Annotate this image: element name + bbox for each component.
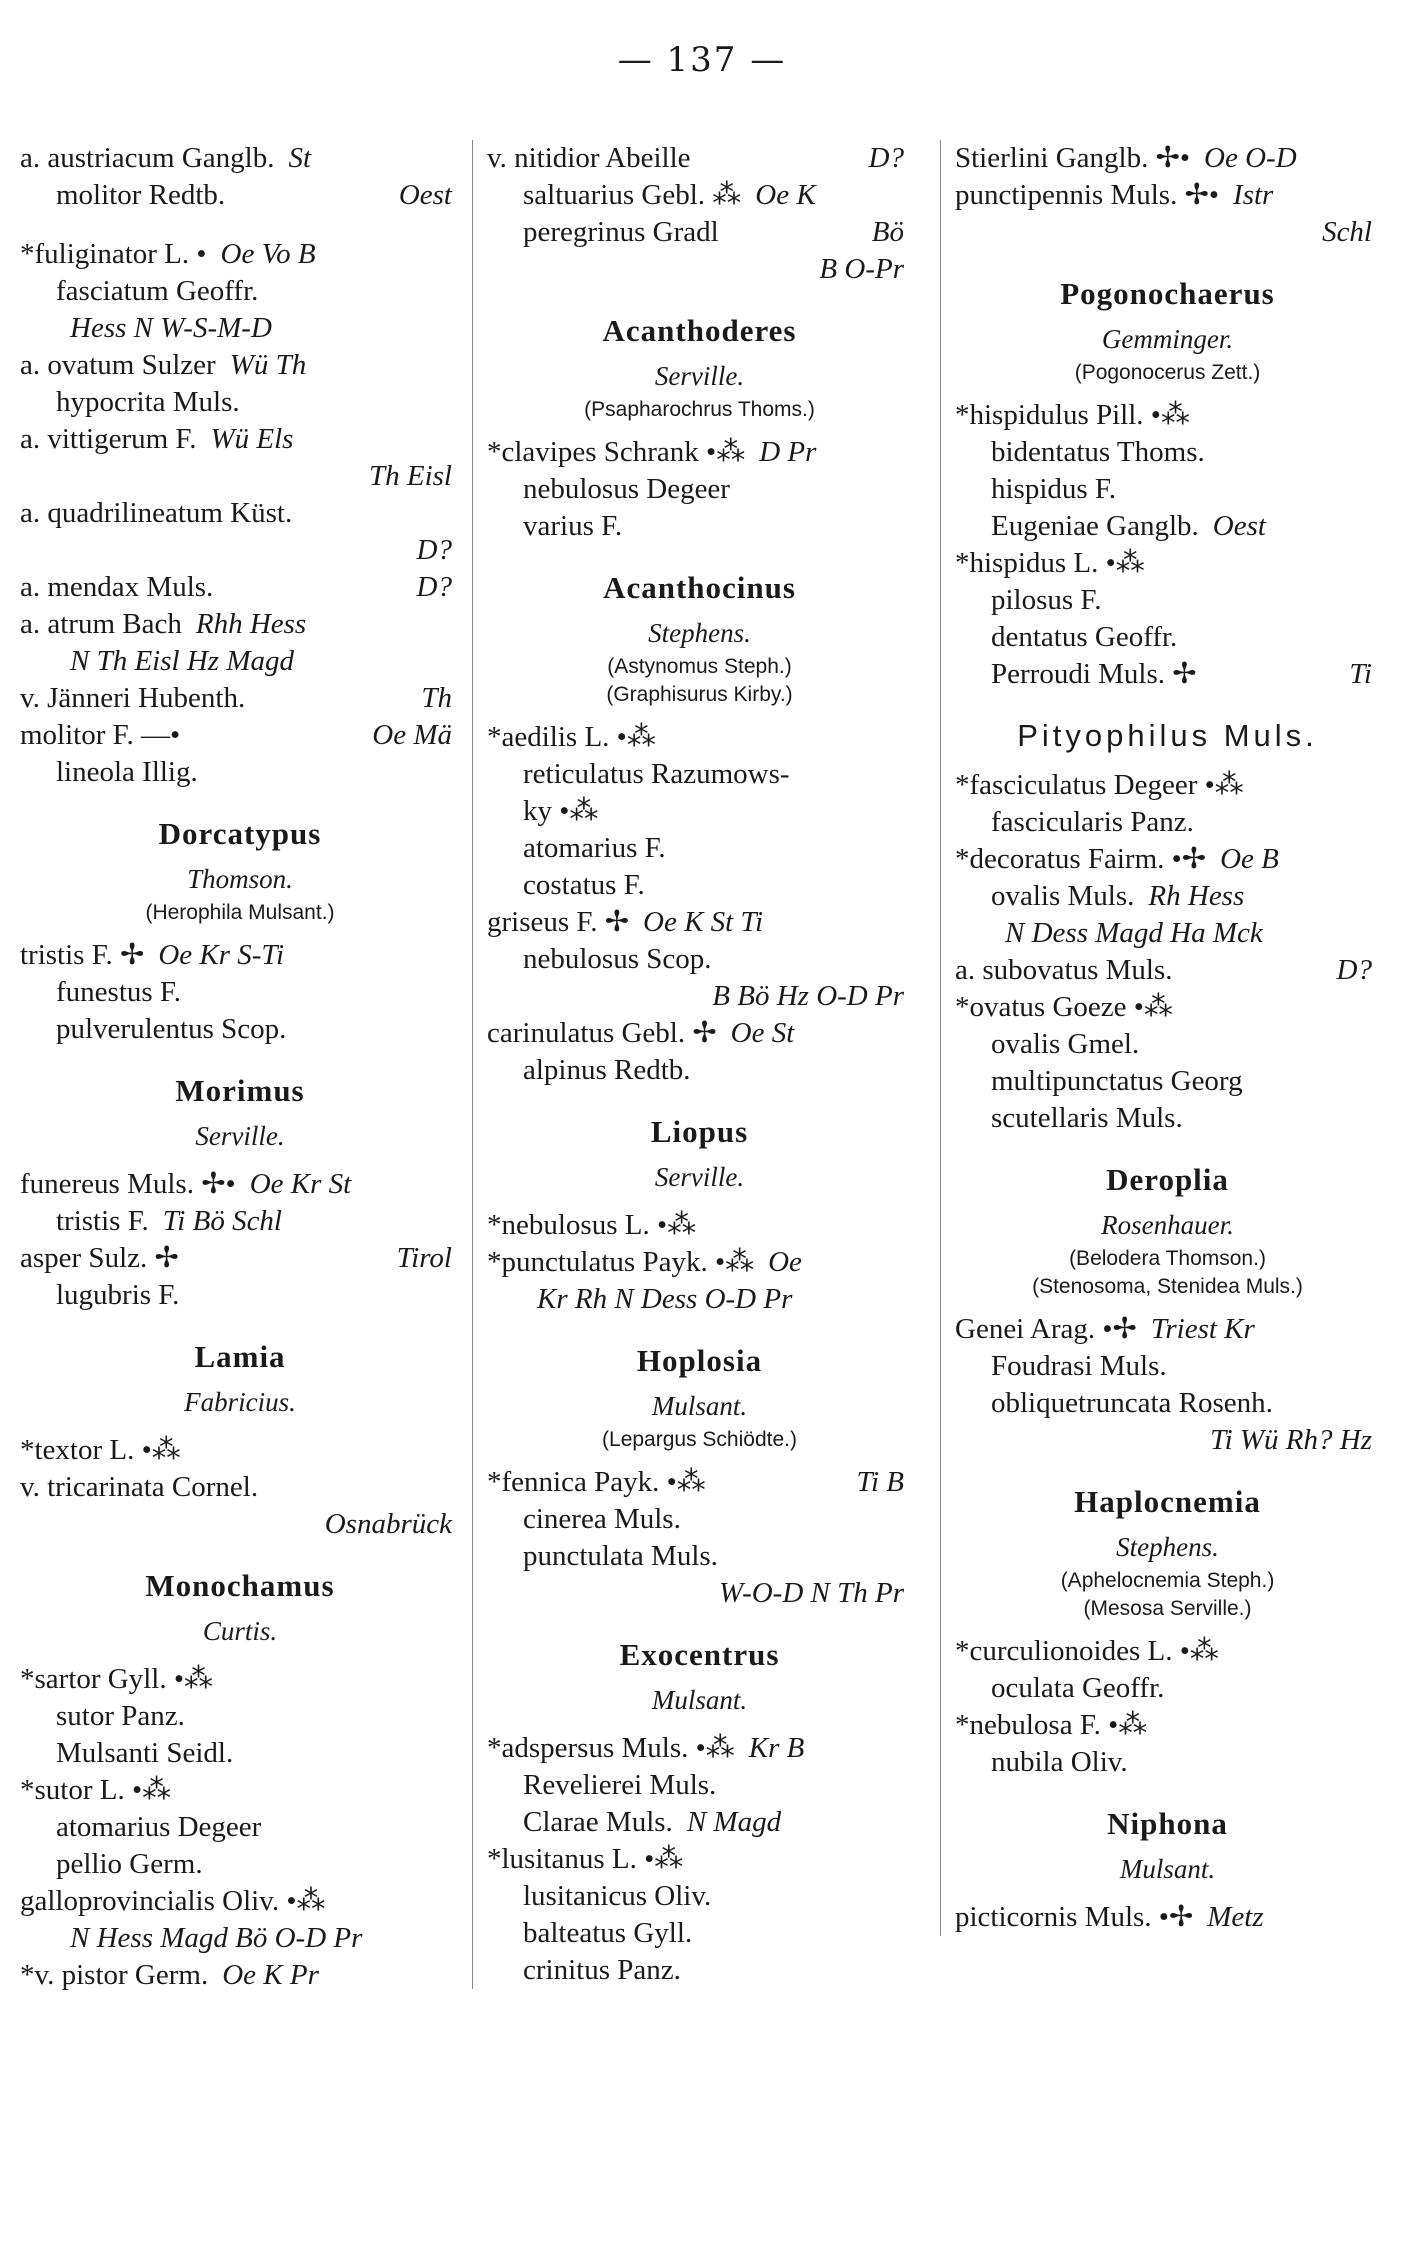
species-entry bbox=[20, 717, 460, 754]
species-name: Mulsanti Seidl. bbox=[56, 1737, 234, 1769]
species-entry bbox=[487, 251, 912, 288]
distribution: Ti Wü Rh? Hz bbox=[1210, 1424, 1372, 1456]
species-name: ovalis Gmel. bbox=[991, 1028, 1140, 1060]
species-entry bbox=[20, 974, 460, 1011]
species-entry bbox=[487, 1538, 912, 1575]
column-left bbox=[20, 140, 460, 1994]
distribution: Wü Els bbox=[210, 423, 294, 455]
species-entry bbox=[487, 434, 912, 471]
genus-author: Gemminger. bbox=[1101, 324, 1234, 354]
species-name: *ovatus Goeze •⁂ bbox=[955, 991, 1173, 1023]
species-entry bbox=[955, 619, 1380, 656]
genus-synonym: (Astynomus Steph.) bbox=[607, 655, 792, 678]
species-entry bbox=[487, 1878, 912, 1915]
genus-author: Mulsant. bbox=[651, 1685, 748, 1715]
genus-title: Acanthocinus bbox=[603, 570, 796, 605]
distribution: Oe K bbox=[755, 179, 816, 211]
species-entry bbox=[20, 1661, 460, 1698]
species-name: Eugeniae Ganglb. bbox=[991, 510, 1199, 542]
species-entry bbox=[20, 754, 460, 791]
species-entry bbox=[487, 1281, 912, 1318]
species-entry bbox=[20, 458, 460, 495]
species-entry bbox=[955, 1063, 1380, 1100]
species-name: nebulosus Degeer bbox=[523, 473, 730, 505]
species-entry bbox=[487, 1804, 912, 1841]
genus-author: Stephens. bbox=[1116, 1532, 1219, 1562]
distribution: Oe K Pr bbox=[222, 1959, 319, 1991]
species-name: pulverulentus Scop. bbox=[56, 1013, 287, 1045]
species-name: saltuarius Gebl. ⁂ bbox=[523, 179, 742, 211]
species-name: carinulatus Gebl. ✢ bbox=[487, 1017, 717, 1049]
distribution: Oe St bbox=[730, 1017, 795, 1049]
genus-block bbox=[487, 310, 912, 434]
distribution: D Pr bbox=[759, 436, 817, 468]
genus-title: Pityophilus Muls. bbox=[1017, 718, 1318, 753]
species-name: pellio Germ. bbox=[56, 1848, 203, 1880]
species-name: galloprovincialis Oliv. •⁂ bbox=[20, 1885, 326, 1917]
genus-title: Hoplosia bbox=[636, 1343, 763, 1378]
species-entry bbox=[487, 1841, 912, 1878]
distribution: St bbox=[288, 142, 312, 174]
species-entry bbox=[20, 1809, 460, 1846]
distribution: Wü Th bbox=[229, 349, 307, 381]
species-entry bbox=[20, 384, 460, 421]
genus-block bbox=[955, 1481, 1380, 1633]
species-entry bbox=[20, 273, 460, 310]
genus-title: Monochamus bbox=[145, 1568, 335, 1603]
genus-synonym: (Graphisurus Kirby.) bbox=[606, 683, 793, 706]
species-name: *nebulosa F. •⁂ bbox=[955, 1709, 1148, 1741]
species-name: v. tricarinata Cornel. bbox=[20, 1471, 259, 1503]
species-entry bbox=[20, 236, 460, 273]
species-name: *fennica Payk. •⁂ bbox=[487, 1466, 706, 1498]
species-name: atomarius Degeer bbox=[56, 1811, 262, 1843]
distribution: Triest Kr bbox=[1150, 1313, 1255, 1345]
species-entry bbox=[20, 606, 460, 643]
genus-author: Stephens. bbox=[648, 618, 751, 648]
species-entry bbox=[955, 582, 1380, 619]
species-name: Revelierei Muls. bbox=[523, 1769, 717, 1801]
distribution: N Hess Magd Bö O-D Pr bbox=[70, 1922, 363, 1954]
species-entry bbox=[20, 1772, 460, 1809]
species-entry bbox=[487, 508, 912, 545]
distribution: Oe bbox=[768, 1246, 802, 1278]
genus-author: Serville. bbox=[195, 1121, 285, 1151]
species-entry bbox=[20, 421, 460, 458]
distribution: B O-Pr bbox=[819, 253, 904, 285]
page-number: — 137 — bbox=[617, 40, 787, 80]
species-entry bbox=[955, 1633, 1380, 1670]
species-name: Foudrasi Muls. bbox=[991, 1350, 1167, 1382]
distribution: Ti bbox=[1349, 658, 1372, 690]
genus-title: Dorcatypus bbox=[158, 816, 322, 851]
distribution: Oe K St Ti bbox=[643, 906, 764, 938]
genus-title: Acanthoderes bbox=[602, 313, 797, 348]
species-entry bbox=[955, 841, 1380, 878]
distribution: W-O-D N Th Pr bbox=[718, 1577, 904, 1609]
species-entry bbox=[955, 1744, 1380, 1781]
distribution: Oe Kr St bbox=[249, 1168, 352, 1200]
spacer bbox=[20, 214, 460, 236]
species-name: hypocrita Muls. bbox=[56, 386, 240, 418]
species-entry bbox=[487, 793, 912, 830]
species-entry bbox=[20, 177, 460, 214]
species-entry bbox=[955, 545, 1380, 582]
species-entry bbox=[487, 904, 912, 941]
species-name: obliquetruncata Rosenh. bbox=[991, 1387, 1273, 1419]
genus-synonym: (Herophila Mulsant.) bbox=[145, 901, 335, 924]
species-entry bbox=[955, 767, 1380, 804]
species-name: *hispidus L. •⁂ bbox=[955, 547, 1145, 579]
distribution: Schl bbox=[1322, 216, 1372, 248]
distribution: Ti Bö Schl bbox=[162, 1205, 282, 1237]
distribution: Oe Mä bbox=[372, 719, 452, 751]
species-name: pilosus F. bbox=[991, 584, 1102, 616]
species-name: Perroudi Muls. ✢ bbox=[991, 658, 1197, 690]
species-name: *sartor Gyll. •⁂ bbox=[20, 1663, 213, 1695]
species-entry bbox=[487, 1244, 912, 1281]
species-entry bbox=[20, 1432, 460, 1469]
species-entry bbox=[20, 310, 460, 347]
species-name: punctulata Muls. bbox=[523, 1540, 718, 1572]
species-name: nebulosus Scop. bbox=[523, 943, 712, 975]
genus-synonym: (Belodera Thomson.) bbox=[1069, 1247, 1266, 1270]
genus-block bbox=[487, 1111, 912, 1207]
species-entry bbox=[487, 1952, 912, 1989]
distribution: D? bbox=[416, 571, 452, 603]
species-name: atomarius F. bbox=[523, 832, 666, 864]
species-entry bbox=[487, 177, 912, 214]
species-name: *adspersus Muls. •⁂ bbox=[487, 1732, 735, 1764]
genus-block bbox=[20, 1565, 460, 1661]
distribution: D? bbox=[1336, 954, 1372, 986]
species-entry bbox=[487, 214, 912, 251]
species-entry bbox=[20, 1203, 460, 1240]
species-entry bbox=[20, 1011, 460, 1048]
species-entry bbox=[487, 1015, 912, 1052]
genus-block bbox=[20, 1336, 460, 1432]
species-name: *curculionoides L. •⁂ bbox=[955, 1635, 1219, 1667]
species-entry bbox=[20, 1846, 460, 1883]
genus-author: Fabricius. bbox=[184, 1387, 296, 1417]
species-name: fasciatum Geoffr. bbox=[56, 275, 259, 307]
species-entry bbox=[487, 471, 912, 508]
distribution: B Bö Hz O-D Pr bbox=[712, 980, 904, 1012]
species-name: Clarae Muls. bbox=[523, 1806, 673, 1838]
genus-synonym: (Mesosa Serville.) bbox=[1083, 1597, 1252, 1620]
species-entry bbox=[487, 1730, 912, 1767]
species-name: griseus F. ✢ bbox=[487, 906, 630, 938]
species-entry bbox=[20, 1698, 460, 1735]
genus-block bbox=[955, 715, 1380, 767]
distribution: Oe Kr S-Ti bbox=[158, 939, 284, 971]
genus-title: Niphona bbox=[1107, 1806, 1228, 1841]
species-entry bbox=[955, 915, 1380, 952]
species-entry bbox=[20, 495, 460, 532]
distribution: Hess N W-S-M-D bbox=[70, 312, 272, 344]
species-entry bbox=[955, 214, 1380, 251]
species-name: *decoratus Fairm. •✢ bbox=[955, 843, 1207, 875]
species-entry bbox=[20, 937, 460, 974]
distribution: Oest bbox=[398, 179, 452, 211]
species-name: *clavipes Schrank •⁂ bbox=[487, 436, 746, 468]
species-name: *v. pistor Germ. bbox=[20, 1959, 209, 1991]
species-entry bbox=[955, 1707, 1380, 1744]
species-name: multipunctatus Georg bbox=[991, 1065, 1243, 1097]
genus-block bbox=[487, 1634, 912, 1730]
species-entry bbox=[20, 1277, 460, 1314]
species-entry bbox=[20, 1469, 460, 1506]
species-name: a. austriacum Ganglb. bbox=[20, 142, 275, 174]
species-name: lugubris F. bbox=[56, 1279, 180, 1311]
species-entry bbox=[20, 347, 460, 384]
distribution: Oe O-D bbox=[1204, 142, 1297, 174]
genus-title: Pogonochaerus bbox=[1060, 276, 1275, 311]
species-entry bbox=[955, 1385, 1380, 1422]
species-name: a. quadrilineatum Küst. bbox=[20, 497, 293, 529]
species-entry bbox=[20, 569, 460, 606]
genus-title: Morimus bbox=[175, 1073, 305, 1108]
species-name: lusitanicus Oliv. bbox=[523, 1880, 712, 1912]
distribution: Rhh Hess bbox=[195, 608, 307, 640]
distribution: Rh Hess bbox=[1148, 880, 1245, 912]
species-entry bbox=[955, 508, 1380, 545]
genus-author: Rosenhauer. bbox=[1101, 1210, 1234, 1240]
species-entry bbox=[20, 140, 460, 177]
distribution: Bö bbox=[871, 216, 904, 248]
species-name: ky •⁂ bbox=[523, 795, 599, 827]
genus-author: Curtis. bbox=[202, 1616, 278, 1646]
species-entry bbox=[955, 878, 1380, 915]
genus-title: Exocentrus bbox=[619, 1637, 780, 1672]
species-name: a. subovatus Muls. bbox=[955, 954, 1173, 986]
species-name: tristis F. bbox=[56, 1205, 149, 1237]
species-name: scutellaris Muls. bbox=[991, 1102, 1183, 1134]
species-entry bbox=[20, 1920, 460, 1957]
genus-title: Liopus bbox=[650, 1114, 749, 1149]
species-name: cinerea Muls. bbox=[523, 1503, 681, 1535]
species-entry bbox=[955, 952, 1380, 989]
species-name: v. nitidior Abeille bbox=[487, 142, 691, 174]
species-entry bbox=[955, 1100, 1380, 1137]
distribution: N Dess Magd Ha Mck bbox=[1005, 917, 1263, 949]
species-entry bbox=[20, 1506, 460, 1543]
species-entry bbox=[487, 1501, 912, 1538]
distribution: N Magd bbox=[686, 1806, 782, 1838]
distribution: Kr B bbox=[748, 1732, 805, 1764]
species-entry bbox=[487, 1464, 912, 1501]
species-name: *sutor L. •⁂ bbox=[20, 1774, 172, 1806]
genus-author: Mulsant. bbox=[1119, 1854, 1216, 1884]
genus-synonym: (Stenosoma, Stenidea Muls.) bbox=[1032, 1275, 1303, 1298]
species-entry bbox=[487, 1767, 912, 1804]
species-name: *nebulosus L. •⁂ bbox=[487, 1209, 697, 1241]
distribution: Ti B bbox=[856, 1466, 904, 1498]
species-entry bbox=[487, 1207, 912, 1244]
species-name: asper Sulz. ✢ bbox=[20, 1242, 179, 1274]
species-entry bbox=[487, 867, 912, 904]
distribution: Oe Vo B bbox=[220, 238, 316, 270]
genus-synonym: (Pogonocerus Zett.) bbox=[1074, 361, 1261, 384]
species-name: *hispidulus Pill. •⁂ bbox=[955, 399, 1190, 431]
species-name: fascicularis Panz. bbox=[991, 806, 1194, 838]
species-name: a. mendax Muls. bbox=[20, 571, 214, 603]
species-entry bbox=[487, 140, 912, 177]
genus-title: Haplocnemia bbox=[1074, 1484, 1261, 1519]
species-entry bbox=[955, 1422, 1380, 1459]
distribution: Istr bbox=[1233, 179, 1274, 211]
species-entry bbox=[20, 1735, 460, 1772]
species-entry bbox=[955, 397, 1380, 434]
genus-author: Thomson. bbox=[187, 864, 293, 894]
species-entry bbox=[20, 680, 460, 717]
species-entry bbox=[487, 1052, 912, 1089]
genus-block bbox=[20, 813, 460, 937]
distribution: Osnabrück bbox=[324, 1508, 452, 1540]
species-name: lineola Illig. bbox=[56, 756, 198, 788]
genus-author: Serville. bbox=[654, 1162, 745, 1192]
distribution: N Th Eisl Hz Magd bbox=[70, 645, 294, 677]
genus-synonym: (Psapharochrus Thoms.) bbox=[584, 398, 815, 421]
species-entry bbox=[955, 804, 1380, 841]
species-name: *aedilis L. •⁂ bbox=[487, 721, 656, 753]
genus-author: Serville. bbox=[654, 361, 745, 391]
species-name: ovalis Muls. bbox=[991, 880, 1135, 912]
distribution: Tirol bbox=[396, 1242, 452, 1274]
species-name: molitor F. —• bbox=[20, 719, 181, 751]
species-entry bbox=[487, 941, 912, 978]
species-name: *lusitanus L. •⁂ bbox=[487, 1843, 684, 1875]
species-entry bbox=[955, 989, 1380, 1026]
species-name: hispidus F. bbox=[991, 473, 1116, 505]
species-entry bbox=[20, 1957, 460, 1994]
species-entry bbox=[487, 719, 912, 756]
species-name: sutor Panz. bbox=[56, 1700, 185, 1732]
species-name: balteatus Gyll. bbox=[523, 1917, 693, 1949]
distribution: Th Eisl bbox=[369, 460, 452, 492]
distribution: Th bbox=[421, 682, 452, 714]
species-name: bidentatus Thoms. bbox=[991, 436, 1205, 468]
species-name: alpinus Redtb. bbox=[523, 1054, 691, 1086]
species-entry bbox=[955, 1899, 1380, 1936]
species-entry bbox=[955, 140, 1380, 177]
column-middle bbox=[472, 140, 912, 1989]
genus-block bbox=[487, 567, 912, 719]
species-name: varius F. bbox=[523, 510, 623, 542]
genus-block bbox=[487, 1340, 912, 1464]
species-entry bbox=[20, 1883, 460, 1920]
distribution: D? bbox=[868, 142, 904, 174]
species-name: peregrinus Gradl bbox=[523, 216, 719, 248]
species-entry bbox=[955, 1311, 1380, 1348]
genus-synonym: (Aphelocnemia Steph.) bbox=[1060, 1569, 1275, 1592]
species-name: Genei Arag. •✢ bbox=[955, 1313, 1137, 1345]
genus-block bbox=[20, 1070, 460, 1166]
species-entry bbox=[487, 1575, 912, 1612]
species-entry bbox=[20, 643, 460, 680]
species-name: *punctulatus Payk. •⁂ bbox=[487, 1246, 755, 1278]
species-name: tristis F. ✢ bbox=[20, 939, 145, 971]
species-name: funereus Muls. ✢• bbox=[20, 1168, 236, 1200]
genus-title: Lamia bbox=[194, 1339, 286, 1374]
species-entry bbox=[487, 756, 912, 793]
species-entry bbox=[487, 830, 912, 867]
genus-block bbox=[955, 1159, 1380, 1311]
species-entry bbox=[955, 1670, 1380, 1707]
species-name: costatus F. bbox=[523, 869, 645, 901]
species-entry bbox=[20, 532, 460, 569]
species-name: funestus F. bbox=[56, 976, 181, 1008]
distribution: Kr Rh N Dess O-D Pr bbox=[537, 1283, 793, 1315]
genus-synonym: (Lepargus Schiödte.) bbox=[602, 1428, 797, 1451]
species-name: crinitus Panz. bbox=[523, 1954, 681, 1986]
species-entry bbox=[955, 434, 1380, 471]
species-name: v. Jänneri Hubenth. bbox=[20, 682, 246, 714]
species-name: Stierlini Ganglb. ✢• bbox=[955, 142, 1191, 174]
genus-author: Mulsant. bbox=[651, 1391, 748, 1421]
species-name: *textor L. •⁂ bbox=[20, 1434, 181, 1466]
species-name: a. ovatum Sulzer bbox=[20, 349, 216, 381]
species-entry bbox=[955, 656, 1380, 693]
species-entry bbox=[955, 1026, 1380, 1063]
species-name: *fuliginator L. • bbox=[20, 238, 207, 270]
species-entry bbox=[955, 471, 1380, 508]
genus-block bbox=[955, 1803, 1380, 1899]
species-name: reticulatus Razumows- bbox=[523, 758, 790, 790]
species-name: molitor Redtb. bbox=[56, 179, 226, 211]
distribution: Oe B bbox=[1220, 843, 1279, 875]
species-name: *fasciculatus Degeer •⁂ bbox=[955, 769, 1244, 801]
species-name: picticornis Muls. •✢ bbox=[955, 1901, 1194, 1933]
species-name: a. vittigerum F. bbox=[20, 423, 197, 455]
species-entry bbox=[487, 978, 912, 1015]
species-name: nubila Oliv. bbox=[991, 1746, 1128, 1778]
species-entry bbox=[955, 177, 1380, 214]
distribution: D? bbox=[416, 534, 452, 566]
species-entry bbox=[20, 1240, 460, 1277]
distribution: Metz bbox=[1207, 1901, 1264, 1933]
genus-title: Deroplia bbox=[1106, 1162, 1229, 1197]
species-name: a. atrum Bach bbox=[20, 608, 182, 640]
distribution: Oest bbox=[1212, 510, 1266, 542]
species-name: oculata Geoffr. bbox=[991, 1672, 1165, 1704]
species-entry bbox=[20, 1166, 460, 1203]
species-entry bbox=[955, 1348, 1380, 1385]
species-entry bbox=[487, 1915, 912, 1952]
genus-block bbox=[955, 273, 1380, 397]
species-name: dentatus Geoffr. bbox=[991, 621, 1178, 653]
column-right bbox=[940, 140, 1380, 1936]
species-name: punctipennis Muls. ✢• bbox=[955, 179, 1220, 211]
